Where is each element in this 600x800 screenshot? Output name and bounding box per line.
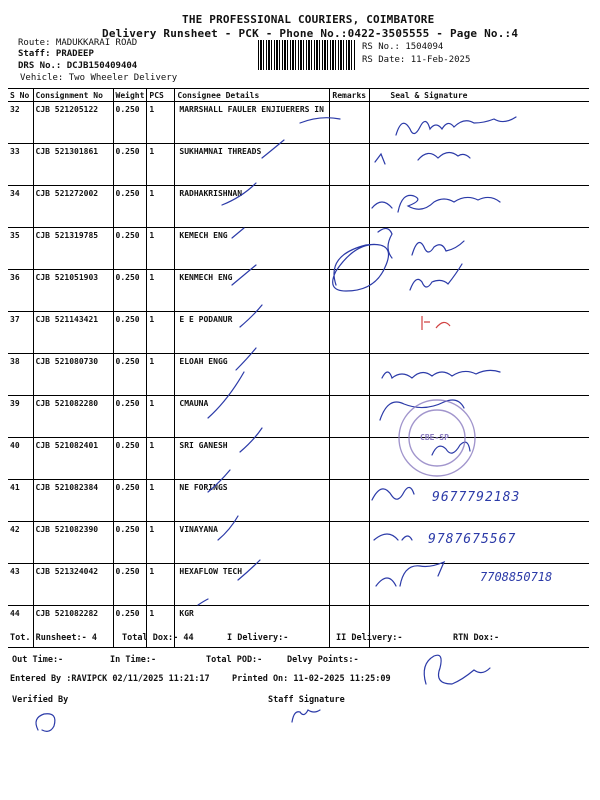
serial-number: 34 xyxy=(8,186,33,228)
weight: 0.250 xyxy=(113,606,147,648)
pieces: 1 xyxy=(147,396,175,438)
signature xyxy=(372,195,500,212)
pieces: 1 xyxy=(147,480,175,522)
serial-number: 32 xyxy=(8,102,33,144)
weight: 0.250 xyxy=(113,480,147,522)
serial-number: 37 xyxy=(8,312,33,354)
tot-runsheet: Tot. Runsheet:- 4 xyxy=(10,633,97,643)
pieces: 1 xyxy=(147,606,175,648)
signature xyxy=(375,152,470,164)
consignee-details: RADHAKRISHNAN xyxy=(175,186,330,228)
consignment-number: CJB 521324042 xyxy=(33,564,113,606)
runsheet-title: Delivery Runsheet - PCK - Phone No.:0422-3505555 - Page No.:4 xyxy=(102,27,519,40)
total-pod: Total POD:- xyxy=(206,655,263,665)
consignee-details: KGR xyxy=(175,606,330,648)
consignee-details: VINAYANA xyxy=(175,522,330,564)
consignment-number: CJB 521319785 xyxy=(33,228,113,270)
pieces: 1 xyxy=(147,102,175,144)
weight: 0.250 xyxy=(113,270,147,312)
tick-mark xyxy=(236,348,256,370)
staff-signature-label: Staff Signature xyxy=(268,695,345,705)
verified-by: Verified By xyxy=(12,695,69,705)
consignee-details: MARRSHALL FAULER ENJIUERERS IN xyxy=(175,102,330,144)
col-header: Consignment No xyxy=(33,89,113,102)
signature xyxy=(374,534,412,540)
i-delivery: I Delivery:- xyxy=(227,633,289,643)
in-time: In Time:- xyxy=(110,655,157,665)
tick-mark xyxy=(218,516,238,540)
consignee-details: KEMECH ENG xyxy=(175,228,330,270)
serial-number: 36 xyxy=(8,270,33,312)
drs-number: DRS No.: DCJB150409404 xyxy=(18,61,138,71)
consignment-number: CJB 521082280 xyxy=(33,396,113,438)
signature xyxy=(372,487,414,500)
entered-by: Entered By :RAVIPCK 02/11/2025 11:21:17 xyxy=(10,674,210,684)
pieces: 1 xyxy=(147,564,175,606)
weight: 0.250 xyxy=(113,144,147,186)
tick-mark xyxy=(300,118,340,123)
vehicle: Vehicle: Two Wheeler Delivery xyxy=(20,73,178,83)
col-header: Remarks xyxy=(330,89,370,102)
consignee-details: ELOAH ENGG xyxy=(175,354,330,396)
tick-mark xyxy=(208,470,230,492)
printed-on: Printed On: 11-02-2025 11:25:09 xyxy=(232,674,391,684)
col-header: S No xyxy=(8,89,33,102)
consignment-number: CJB 521272002 xyxy=(33,186,113,228)
pieces: 1 xyxy=(147,354,175,396)
consignee-details: SRI GANESH xyxy=(175,438,330,480)
ii-delivery: II Delivery:- xyxy=(336,633,403,643)
consignment-number: CJB 521082282 xyxy=(33,606,113,648)
company-name: THE PROFESSIONAL COURIERS, COIMBATORE xyxy=(182,13,435,26)
tick-mark xyxy=(232,228,244,238)
signature xyxy=(410,241,464,290)
handwritten-phone: 7708850718 xyxy=(480,570,553,584)
tick-mark xyxy=(232,265,256,285)
pieces: 1 xyxy=(147,270,175,312)
delvy-points: Delvy Points:- xyxy=(287,655,359,665)
serial-number: 41 xyxy=(8,480,33,522)
serial-number: 39 xyxy=(8,396,33,438)
out-time: Out Time:- xyxy=(12,655,64,665)
pieces: 1 xyxy=(147,312,175,354)
staff: Staff: PRADEEP xyxy=(18,49,94,59)
consignment-number: CJB 521082401 xyxy=(33,438,113,480)
serial-number: 42 xyxy=(8,522,33,564)
weight: 0.250 xyxy=(113,438,147,480)
tick-mark xyxy=(198,599,208,605)
weight: 0.250 xyxy=(113,228,147,270)
weight: 0.250 xyxy=(113,564,147,606)
weight: 0.250 xyxy=(113,186,147,228)
serial-number: 33 xyxy=(8,144,33,186)
pieces: 1 xyxy=(147,228,175,270)
tick-mark xyxy=(262,140,284,158)
consignee-details: NE FORINGS xyxy=(175,480,330,522)
rs-date: RS Date: 11-Feb-2025 xyxy=(362,55,471,65)
tick-mark xyxy=(222,183,256,205)
weight: 0.250 xyxy=(113,522,147,564)
consignee-details: E E PODANUR xyxy=(175,312,330,354)
signature xyxy=(382,370,500,378)
signature xyxy=(424,655,490,684)
tick-mark xyxy=(240,305,262,327)
consignee-details: KENMECH ENG xyxy=(175,270,330,312)
serial-number: 35 xyxy=(8,228,33,270)
serial-number: 44 xyxy=(8,606,33,648)
consignee-details: CMAUNA xyxy=(175,396,330,438)
tick-mark xyxy=(238,560,260,580)
tick-mark xyxy=(240,428,262,452)
consignment-number: CJB 521051903 xyxy=(33,270,113,312)
signature xyxy=(396,117,516,135)
handwritten-phone: 9787675567 xyxy=(428,532,517,547)
weight: 0.250 xyxy=(113,354,147,396)
serial-number: 38 xyxy=(8,354,33,396)
weight: 0.250 xyxy=(113,102,147,144)
consignee-details: SUKHAMNAI THREADS xyxy=(175,144,330,186)
consignment-number: CJB 521301861 xyxy=(33,144,113,186)
weight: 0.250 xyxy=(113,312,147,354)
weight: 0.250 xyxy=(113,396,147,438)
col-header: Consignee Details xyxy=(175,89,330,102)
signature xyxy=(333,228,392,291)
col-header: PCS xyxy=(147,89,175,102)
serial-number: 43 xyxy=(8,564,33,606)
pieces: 1 xyxy=(147,144,175,186)
total-dox: Total Dox:- 44 xyxy=(122,633,194,643)
rtn-dox: RTN Dox:- xyxy=(453,633,500,643)
consignment-number: CJB 521205122 xyxy=(33,102,113,144)
tick-mark xyxy=(208,372,244,418)
handwritten-phone: 9677792183 xyxy=(432,490,521,505)
consignee-details: HEXAFLOW TECH xyxy=(175,564,330,606)
consignment-number: CJB 521082384 xyxy=(33,480,113,522)
rs-number: RS No.: 1504094 xyxy=(362,42,444,52)
serial-number: 40 xyxy=(8,438,33,480)
col-header: Seal & Signature xyxy=(370,89,589,102)
col-header: Weight xyxy=(113,89,147,102)
route: Route: MADUKKARAI ROAD xyxy=(18,38,138,48)
signature xyxy=(292,710,320,722)
consignment-number: CJB 521080730 xyxy=(33,354,113,396)
signature xyxy=(376,562,444,586)
pieces: 1 xyxy=(147,438,175,480)
consignment-number: CJB 521143421 xyxy=(33,312,113,354)
stamp-text: CBE-SP xyxy=(420,433,449,442)
pieces: 1 xyxy=(147,522,175,564)
consignment-number: CJB 521082390 xyxy=(33,522,113,564)
signature xyxy=(36,714,55,732)
red-mark xyxy=(422,316,450,330)
pieces: 1 xyxy=(147,186,175,228)
